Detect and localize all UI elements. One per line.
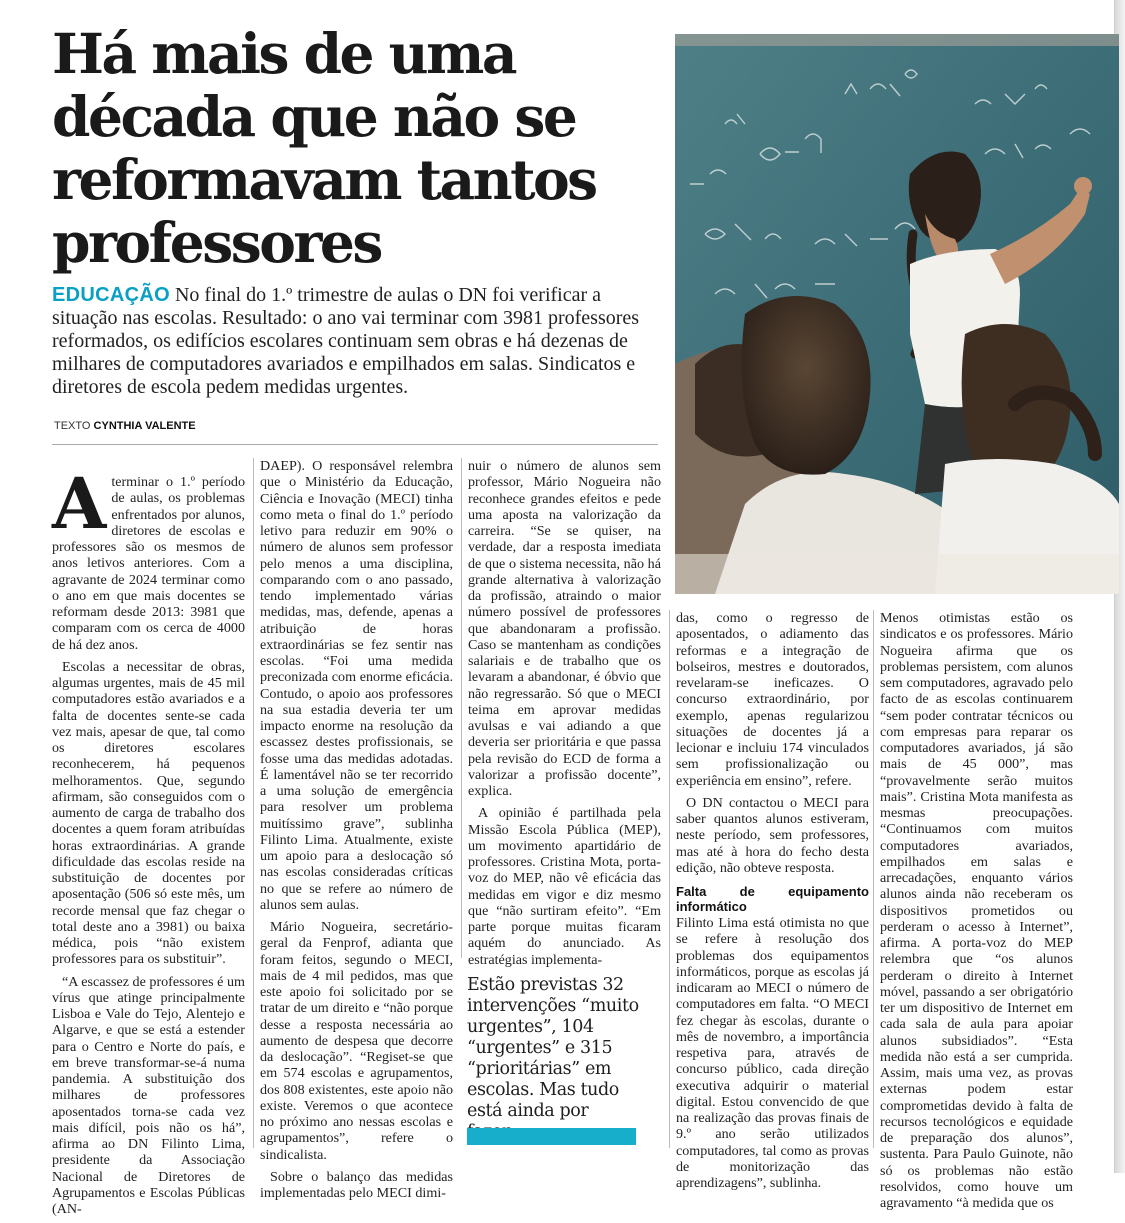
column-3 xyxy=(468,458,661,974)
column-1 xyxy=(52,462,245,1223)
column-separator xyxy=(253,458,254,1148)
section-tag: EDUCAÇÃO xyxy=(52,284,170,306)
body-paragraph: Menos otimistas estão os sindicatos e os professores. Mário Nogueira afirma que os problemas persistem, com alunos sem computadores, agravado pelo facto de as escolas continuarem “sem poder contratar técnicos ou com empresas para reparar os computadores avariados, já são mais de 45 000”, mas “provavelmente serão muitos mais”. Cristina Mota manifesta as mesmas preocupações. “Continuamos com muitos computadores avariados, empilhados em salas e arrecadações, enquanto vários alunos ainda não receberam os dispositivos prometidos ou perderam o acesso à Internet”, afirma. A porta-voz do MEP relembra que “os alunos perderam o direito à Internet móvel, passando a ser obrigatório ter um dispositivo de Internet em cada sala de aula para apoiar alunos subsidiados”. “Esta medida não está a ser cumprida. Assim, mais uma vez, as provas externas podem estar comprometidas devido à falta de recursos tecnológicos e equidade de preparação dos alunos”, sustenta. Para Paulo Guinote, não só os problemas não estão resolvidos, como houve um agravamento “à medida que os xyxy=(880,610,1073,1211)
lead-text: No final do 1.º trimestre de aulas o DN foi verificar a situação nas escolas. Resultado: o ano vai terminar com 3981 professores reformados, os edifícios escolares continuam sem obras e há dezenas de milhares de computadores avariados e empilhados em salas. Sindicatos e diretores de escola pedem medidas urgentes. xyxy=(52,284,640,398)
article-photo xyxy=(675,34,1119,594)
body-paragraph: terminar o 1.º período de aulas, os problemas enfrentados por alunos, diretores de escolas e professores são os mesmos de anos letivos anteriores. Com a agravante de 2024 terminar como o ano em que mais docentes se reformam desde 2013: 3981 que comparam com os cerca de 4000 de há dez anos. xyxy=(52,474,245,653)
column-2 xyxy=(260,458,453,1207)
column-4 xyxy=(676,610,869,1197)
byline-author: CYNTHIA VALENTE xyxy=(93,420,196,432)
body-paragraph: Mário Nogueira, secretário-geral da Fenprof, adianta que foram feitos, segundo o MECI, mais de 4 mil pedidos, mas que este apoio foi solicitado por se tratar de um direito e “não porque desse a resposta necessária ao aumento de despesa que decorre da deslocação”. “Regiset-se que em 574 escolas e agrupamentos, dos 808 existentes, este apoio não existe. Veremos o que acontece no próximo ano nessas escolas e agrupamentos”, refere o sindicalista. xyxy=(260,919,453,1163)
byline xyxy=(54,420,196,432)
body-paragraph: das, como o regresso de aposentados, o adiamento das reformas e a integração de bolseiros, mestres e doutorados, revelaram-se ineficazes. O concurso extraordinário, por exemplo, apenas regularizou situações de docentes já a lecionar e incluiu 174 vinculados sem profissionalização ou experiência em ensino”, refere. xyxy=(676,610,869,789)
drop-cap: A xyxy=(52,462,107,545)
body-paragraph: Sobre o balanço das medidas implementadas pelo MECI dimi- xyxy=(260,1168,453,1201)
body-paragraph: “A escassez de professores é um vírus que atinge principalmente Lisboa e Vale do Tejo, Alentejo e Algarve, e que se está a estender para o Centro e Norte do país, e em breve transformar-se-á numa pandemia. A substituição dos milhares de professores aposentados torna-se cada vez mais difícil, pois não os há”, afirma ao DN Filinto Lima, presidente da Associação Nacional de Diretores de Agrupamentos e Escolas Públicas (AN- xyxy=(52,973,245,1217)
byline-label: TEXTO xyxy=(54,420,91,432)
body-paragraph: Filinto Lima está otimista no que se refere à resolução dos problemas dos equipamentos informáticos, porque as escolas já indicaram ao MECI o número de computadores em falta. “O MECI fez chegar às escolas, durante o mês de novembro, a importância respetiva para, através de concurso público, cada direção executiva adquirir o material digital. Estou convencido de que na realização das provas finais de 9.º ano serão utilizados computadores, tal como as provas de monitorização das aprendizagens”, sublinha. xyxy=(676,915,869,1191)
body-paragraph: O DN contactou o MECI para saber quantos alunos estiveram, neste período, sem professores, mas até à hora do fecho desta edição, não obteve resposta. xyxy=(676,794,869,876)
article-headline: Há mais de uma década que não se reformavam tantos professores xyxy=(52,21,596,275)
body-paragraph: A opinião é partilhada pela Missão Escola Pública (MEP), um movimento apartidário de professores. Cristina Mota, porta-voz do MEP, não vê eficácia das medidas em vigor e diz mesmo que “não surtiram efeito”. “Em parte porque muitas ficaram aquém do anunciado. As estratégias implementa- xyxy=(468,805,661,968)
pull-quote-accent-bar xyxy=(467,1128,636,1145)
body-paragraph: Escolas a necessitar de obras, algumas urgentes, mais de 45 mil computadores estão avariados e a falta de docentes sente-se cada vez mais, apesar de que, tal como os diretores escolares reconhecerem, há pequenos melhoramentos. Que, segundo afirmam, são conseguidos com o aumento de carga de trabalho dos docentes a quem foram atribuídas horas extraordinárias. A grande dificuldade das escolas reside na substituição de docentes por aposentação (506 só este mês, um recorde mensal que faz chegar o total deste ano a 3981) ou baixa médica, pois “não existem professores para os substituir”. xyxy=(52,658,245,968)
divider-rule xyxy=(52,444,658,445)
column-separator xyxy=(873,610,874,1148)
column-5 xyxy=(880,610,1073,1217)
pull-quote: Estão previstas 32 intervenções “muito urgentes”, 104 “urgentes” e 315 “prioritárias” em escolas. Mas tudo está ainda por xyxy=(467,975,639,1121)
article-lead xyxy=(52,284,652,399)
column-separator xyxy=(461,458,462,958)
column-separator xyxy=(669,610,670,1148)
section-subheading: Falta de equipamento informático xyxy=(676,884,869,914)
body-paragraph: nuir o número de alunos sem professor, Mário Nogueira não reconhece grandes efeitos e pede uma aposta na valorização da carreira. “Se se quiser, na verdade, dar a resposta imediata de que o sistema necessita, não há grande alternativa à valorização da profissão, atraindo o maior número possível de professores que abandonaram a profissão. Caso se mantenham as condições salariais e de trabalho que os levaram a abandonar, é óbvio que não regressarão. Só que o MECI teima em aprovar medidas avulsas e vai adiando a que deveria ser prioritária e que passa pela revisão do ECD de forma a valorizar a profissão docente”, explica. xyxy=(468,458,661,799)
body-paragraph: DAEP). O responsável relembra que o Ministério da Educação, Ciência e Inovação (MECI) tinha como meta o final do 1.º período letivo para reduzir em 90% o número de alunos sem professor pelo menos a uma disciplina, comparando com o ano passado, tendo implementado várias medidas, mas, defende, apenas a atribuição de horas extraordinárias se fez sentir nas escolas. “Foi uma medida preconizada com enorme eficácia. Contudo, o apoio aos professores na sua estadia deveria ter um impacto enorme na resolução da escassez destes profissionais, se fosse uma das medidas adotadas. É lamentável não se ter recorrido a uma solução de emergência para resolver um problema muitíssimo grave”, sublinha Filinto Lima. Atualmente, existe um apoio para a deslocação só nas escolas consideradas críticas no que se refere ao número de alunos sem aulas. xyxy=(260,458,453,913)
